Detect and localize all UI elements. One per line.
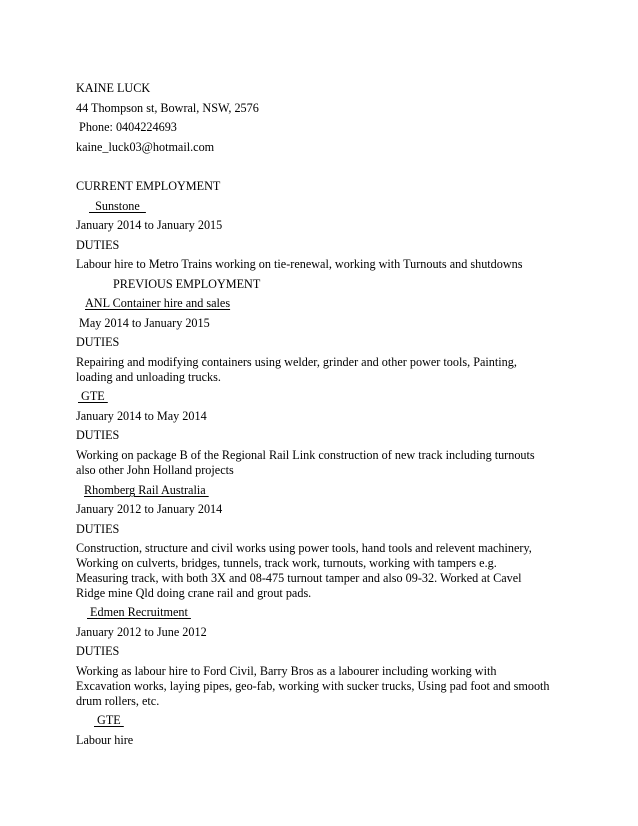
- current-employment-heading: CURRENT EMPLOYMENT: [76, 179, 221, 193]
- duties-line: also other John Holland projects: [76, 463, 234, 477]
- duties-paragraph: [76, 664, 576, 709]
- employer-name: Sunstone: [89, 199, 146, 213]
- duties-line: Measuring track, with both 3X and 08-475 turnout tamper and also 09-32. Worked at Cavel: [76, 571, 522, 585]
- employer-name: Edmen Recruitment: [87, 605, 191, 619]
- address: 44 Thompson st, Bowral, NSW, 2576: [76, 101, 259, 115]
- duties-line: Working on culverts, bridges, tunnels, track work, turnouts, working with tampers e.g.: [76, 556, 497, 570]
- duties-label: DUTIES: [76, 644, 120, 658]
- previous-employment-heading: PREVIOUS EMPLOYMENT: [113, 277, 261, 291]
- employer-name: Rhomberg Rail Australia: [84, 483, 209, 497]
- duties-line: Working as labour hire to Ford Civil, Barry Bros as a labourer including working with: [76, 664, 497, 678]
- employment-dates: May 2014 to January 2015: [76, 316, 210, 330]
- duties-label: DUTIES: [76, 522, 120, 536]
- duties-line: Working on package B of the Regional Rail Link construction of new track including turnouts: [76, 448, 535, 462]
- duties-line: drum rollers, etc.: [76, 694, 160, 708]
- phone: Phone: 0404224693: [76, 120, 177, 134]
- duties-line: loading and unloading trucks.: [76, 370, 221, 384]
- employment-dates: January 2012 to January 2014: [76, 502, 223, 516]
- duties-line: Ridge mine Qld doing crane rail and grout pads.: [76, 586, 312, 600]
- employment-dates: January 2014 to May 2014: [76, 409, 207, 423]
- duties-label: DUTIES: [76, 428, 120, 442]
- duties-line: Construction, structure and civil works using power tools, hand tools and relevent machinery,: [76, 541, 532, 555]
- employer-name: ANL Container hire and sales: [85, 296, 231, 310]
- duties-label: DUTIES: [76, 238, 120, 252]
- employer-name: GTE: [78, 389, 108, 403]
- email: kaine_luck03@hotmail.com: [76, 140, 215, 154]
- duties-paragraph: [76, 448, 576, 478]
- duties-paragraph: [76, 541, 576, 601]
- duties-line: Excavation works, laying pipes, geo-fab, working with sucker trucks, Using pad foot and smooth: [76, 679, 550, 693]
- duties-paragraph: [76, 355, 576, 385]
- duties-line: Labour hire to Metro Trains working on tie-renewal, working with Turnouts and shutdowns: [76, 257, 523, 271]
- duties-line: Repairing and modifying containers using welder, grinder and other power tools, Painting,: [76, 355, 517, 369]
- duties-line: Labour hire: [76, 733, 134, 747]
- employment-dates: January 2012 to June 2012: [76, 625, 207, 639]
- employment-dates: January 2014 to January 2015: [76, 218, 223, 232]
- applicant-name: KAINE LUCK: [76, 81, 151, 95]
- duties-label: DUTIES: [76, 335, 120, 349]
- employer-name: GTE: [94, 713, 124, 727]
